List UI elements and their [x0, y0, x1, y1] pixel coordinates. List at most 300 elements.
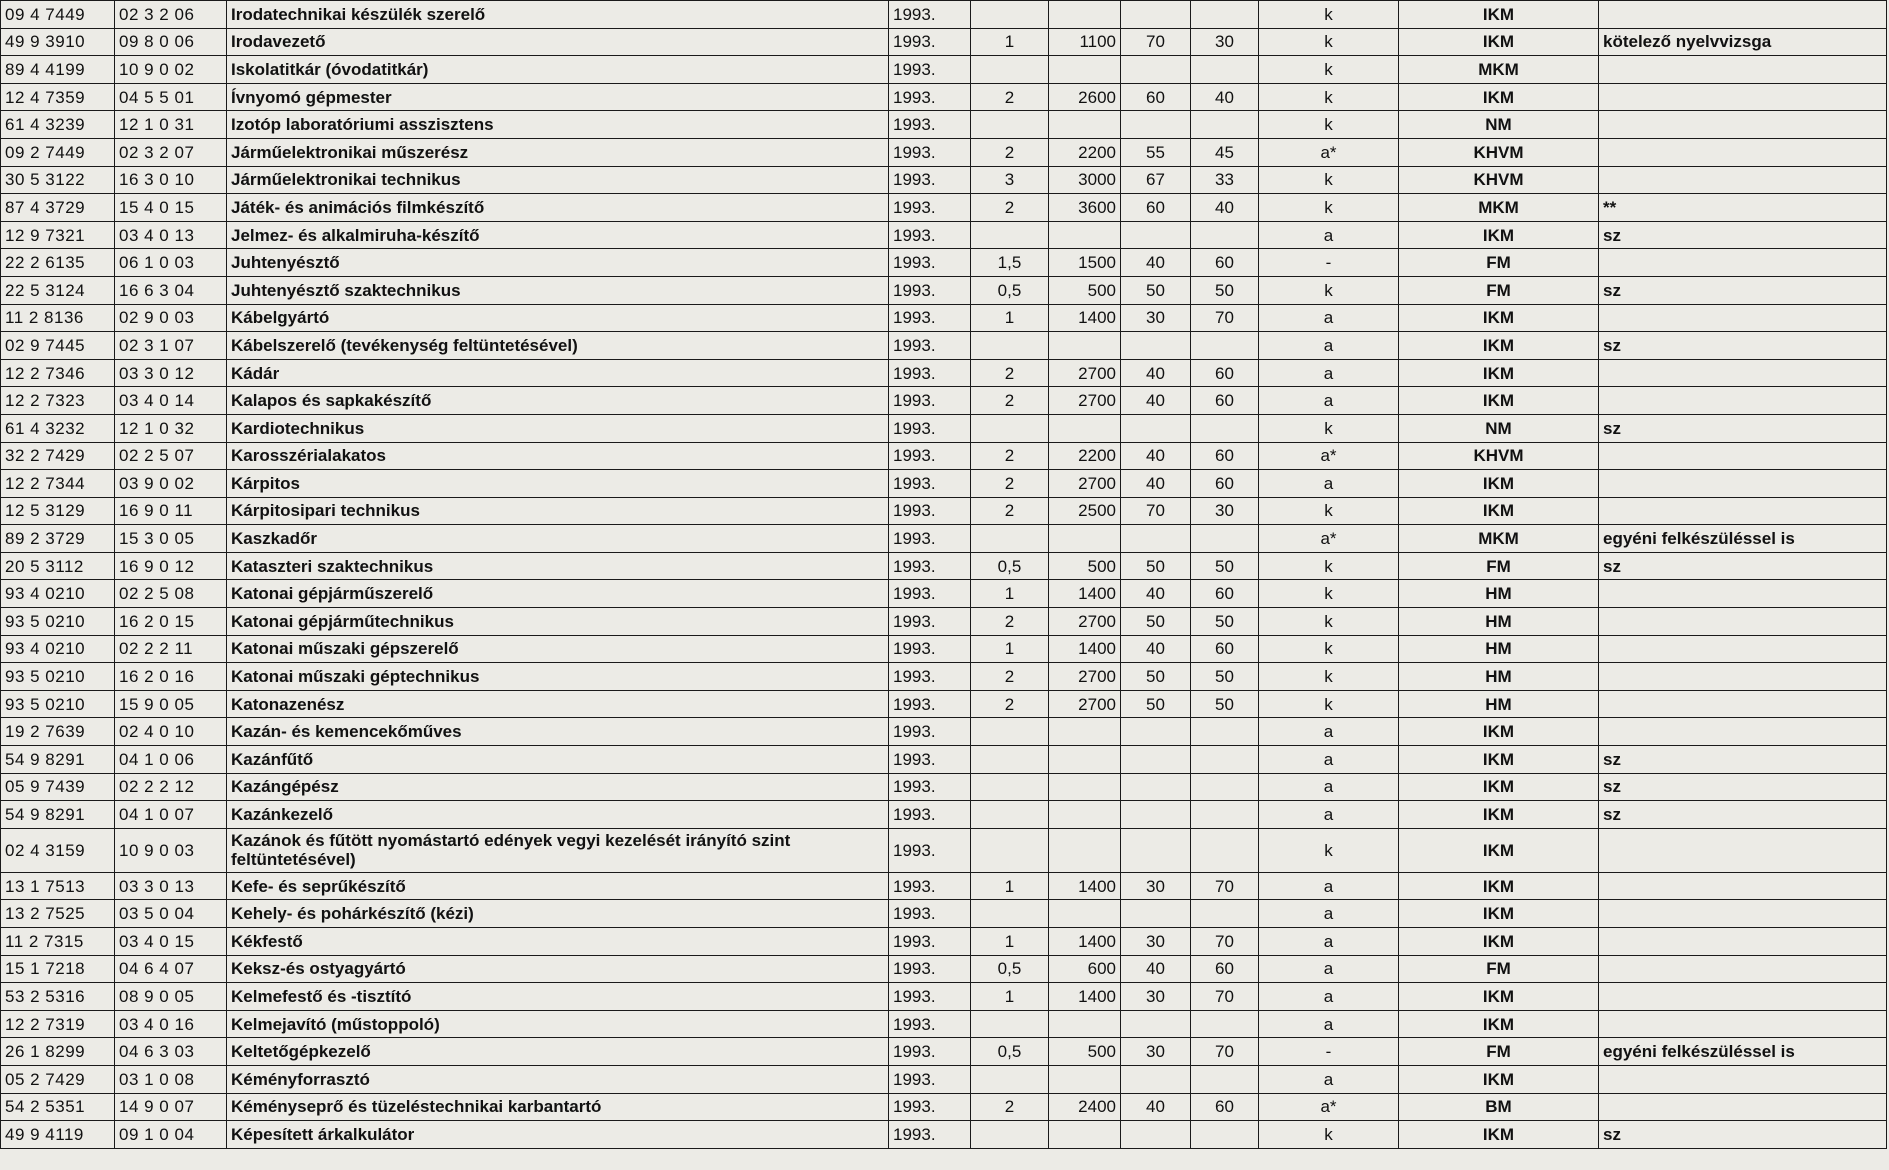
practice-ratio-cell: 60	[1191, 1093, 1259, 1121]
okj-code-cell: 13 1 7513	[1, 872, 115, 900]
practice-ratio-cell: 50	[1191, 690, 1259, 718]
note-cell: **	[1599, 194, 1887, 222]
ministry-cell: IKM	[1399, 773, 1599, 801]
duration-cell: 2	[971, 194, 1049, 222]
table-row	[1, 111, 1887, 139]
exam-type-cell: a	[1259, 221, 1399, 249]
feor-code-cell: 02 2 5 07	[115, 442, 227, 470]
theory-ratio-cell: 30	[1121, 1038, 1191, 1066]
hours-cell: 2500	[1049, 497, 1121, 525]
hours-cell: 2700	[1049, 608, 1121, 636]
practice-ratio-cell	[1191, 1065, 1259, 1093]
feor-code-cell: 16 2 0 15	[115, 608, 227, 636]
exam-type-cell: a	[1259, 955, 1399, 983]
note-cell: sz	[1599, 414, 1887, 442]
feor-code-cell: 02 2 2 11	[115, 635, 227, 663]
ministry-cell: IKM	[1399, 928, 1599, 956]
okj-code-cell: 11 2 7315	[1, 928, 115, 956]
feor-code-cell: 03 5 0 04	[115, 900, 227, 928]
ministry-cell: IKM	[1399, 1121, 1599, 1149]
theory-ratio-cell	[1121, 900, 1191, 928]
hours-cell	[1049, 900, 1121, 928]
hours-cell: 2600	[1049, 83, 1121, 111]
note-cell	[1599, 690, 1887, 718]
exam-type-cell: k	[1259, 111, 1399, 139]
note-cell	[1599, 580, 1887, 608]
duration-cell: 1	[971, 635, 1049, 663]
ministry-cell: HM	[1399, 635, 1599, 663]
theory-ratio-cell: 40	[1121, 442, 1191, 470]
practice-ratio-cell	[1191, 414, 1259, 442]
exam-type-cell: k	[1259, 194, 1399, 222]
qualification-name-cell: Kelmefestő és -tisztító	[227, 983, 889, 1011]
table-row	[1, 828, 1887, 872]
year-cell: 1993.	[889, 525, 971, 553]
theory-ratio-cell	[1121, 525, 1191, 553]
feor-code-cell: 16 9 0 12	[115, 552, 227, 580]
table-row	[1, 552, 1887, 580]
year-cell: 1993.	[889, 928, 971, 956]
okj-code-cell: 22 5 3124	[1, 276, 115, 304]
qualification-name-cell: Kéményforrasztó	[227, 1065, 889, 1093]
duration-cell: 3	[971, 166, 1049, 194]
qualification-name-cell: Keltetőgépkezelő	[227, 1038, 889, 1066]
qualification-name-cell: Katonazenész	[227, 690, 889, 718]
year-cell: 1993.	[889, 414, 971, 442]
duration-cell: 2	[971, 497, 1049, 525]
note-cell	[1599, 249, 1887, 277]
hours-cell	[1049, 1, 1121, 29]
exam-type-cell: a	[1259, 359, 1399, 387]
okj-code-cell: 12 2 7344	[1, 470, 115, 498]
hours-cell: 2400	[1049, 1093, 1121, 1121]
duration-cell: 1	[971, 28, 1049, 56]
hours-cell: 3600	[1049, 194, 1121, 222]
note-cell	[1599, 635, 1887, 663]
qualification-name-cell: Kazánok és fűtött nyomástartó edények vegyi kezelését irányító szint feltüntetésével)	[227, 828, 889, 872]
okj-code-cell: 93 4 0210	[1, 635, 115, 663]
ministry-cell: IKM	[1399, 304, 1599, 332]
practice-ratio-cell	[1191, 56, 1259, 84]
table-row	[1, 276, 1887, 304]
feor-code-cell: 16 9 0 11	[115, 497, 227, 525]
feor-code-cell: 15 3 0 05	[115, 525, 227, 553]
year-cell: 1993.	[889, 1065, 971, 1093]
hours-cell: 3000	[1049, 166, 1121, 194]
okj-code-cell: 61 4 3232	[1, 414, 115, 442]
table-row	[1, 635, 1887, 663]
theory-ratio-cell: 40	[1121, 1093, 1191, 1121]
ministry-cell: KHVM	[1399, 138, 1599, 166]
theory-ratio-cell: 60	[1121, 83, 1191, 111]
hours-cell: 1400	[1049, 304, 1121, 332]
table-row	[1, 690, 1887, 718]
hours-cell	[1049, 525, 1121, 553]
table-row	[1, 580, 1887, 608]
hours-cell	[1049, 111, 1121, 139]
theory-ratio-cell: 40	[1121, 249, 1191, 277]
table-row	[1, 872, 1887, 900]
ministry-cell: FM	[1399, 552, 1599, 580]
hours-cell	[1049, 56, 1121, 84]
duration-cell	[971, 801, 1049, 829]
duration-cell	[971, 525, 1049, 553]
year-cell: 1993.	[889, 801, 971, 829]
theory-ratio-cell	[1121, 773, 1191, 801]
exam-type-cell: k	[1259, 608, 1399, 636]
qualification-name-cell: Kelmejavító (műstoppoló)	[227, 1010, 889, 1038]
hours-cell: 2200	[1049, 138, 1121, 166]
duration-cell	[971, 221, 1049, 249]
year-cell: 1993.	[889, 83, 971, 111]
exam-type-cell: k	[1259, 635, 1399, 663]
practice-ratio-cell: 60	[1191, 470, 1259, 498]
exam-type-cell: a	[1259, 746, 1399, 774]
year-cell: 1993.	[889, 1, 971, 29]
practice-ratio-cell: 40	[1191, 194, 1259, 222]
year-cell: 1993.	[889, 359, 971, 387]
practice-ratio-cell: 70	[1191, 304, 1259, 332]
qualification-name-cell: Kékfestő	[227, 928, 889, 956]
hours-cell: 2700	[1049, 470, 1121, 498]
feor-code-cell: 03 4 0 13	[115, 221, 227, 249]
duration-cell: 1,5	[971, 249, 1049, 277]
exam-type-cell: k	[1259, 276, 1399, 304]
feor-code-cell: 04 1 0 07	[115, 801, 227, 829]
okj-code-cell: 12 5 3129	[1, 497, 115, 525]
ministry-cell: IKM	[1399, 28, 1599, 56]
ministry-cell: HM	[1399, 580, 1599, 608]
feor-code-cell: 08 9 0 05	[115, 983, 227, 1011]
qualification-name-cell: Izotóp laboratóriumi asszisztens	[227, 111, 889, 139]
qualification-name-cell: Kardiotechnikus	[227, 414, 889, 442]
theory-ratio-cell	[1121, 1065, 1191, 1093]
note-cell	[1599, 442, 1887, 470]
hours-cell	[1049, 746, 1121, 774]
okj-code-cell: 12 2 7323	[1, 387, 115, 415]
okj-code-cell: 20 5 3112	[1, 552, 115, 580]
duration-cell: 2	[971, 359, 1049, 387]
theory-ratio-cell: 50	[1121, 690, 1191, 718]
okj-code-cell: 19 2 7639	[1, 718, 115, 746]
qualification-name-cell: Kazánfűtő	[227, 746, 889, 774]
hours-cell	[1049, 801, 1121, 829]
okj-code-cell: 02 9 7445	[1, 332, 115, 360]
year-cell: 1993.	[889, 635, 971, 663]
table-row	[1, 56, 1887, 84]
feor-code-cell: 03 4 0 15	[115, 928, 227, 956]
duration-cell	[971, 718, 1049, 746]
note-cell	[1599, 138, 1887, 166]
note-cell	[1599, 928, 1887, 956]
year-cell: 1993.	[889, 28, 971, 56]
duration-cell	[971, 111, 1049, 139]
theory-ratio-cell: 30	[1121, 872, 1191, 900]
year-cell: 1993.	[889, 332, 971, 360]
note-cell	[1599, 56, 1887, 84]
okj-code-cell: 02 4 3159	[1, 828, 115, 872]
ministry-cell: KHVM	[1399, 166, 1599, 194]
qualification-name-cell: Kárpitos	[227, 470, 889, 498]
okj-code-cell: 11 2 8136	[1, 304, 115, 332]
ministry-cell: IKM	[1399, 801, 1599, 829]
table-row	[1, 983, 1887, 1011]
table-row	[1, 928, 1887, 956]
table-row	[1, 470, 1887, 498]
hours-cell	[1049, 414, 1121, 442]
qualification-name-cell: Kéményseprő és tüzeléstechnikai karbantartó	[227, 1093, 889, 1121]
theory-ratio-cell	[1121, 718, 1191, 746]
qualification-name-cell: Játék- és animációs filmkészítő	[227, 194, 889, 222]
ministry-cell: MKM	[1399, 194, 1599, 222]
okj-code-cell: 30 5 3122	[1, 166, 115, 194]
year-cell: 1993.	[889, 773, 971, 801]
ministry-cell: IKM	[1399, 828, 1599, 872]
feor-code-cell: 16 3 0 10	[115, 166, 227, 194]
ministry-cell: IKM	[1399, 497, 1599, 525]
duration-cell: 1	[971, 872, 1049, 900]
okj-code-cell: 93 5 0210	[1, 663, 115, 691]
practice-ratio-cell	[1191, 828, 1259, 872]
okj-code-cell: 13 2 7525	[1, 900, 115, 928]
note-cell	[1599, 983, 1887, 1011]
okj-code-cell: 05 9 7439	[1, 773, 115, 801]
practice-ratio-cell: 50	[1191, 608, 1259, 636]
table-row	[1, 249, 1887, 277]
exam-type-cell: a	[1259, 983, 1399, 1011]
year-cell: 1993.	[889, 608, 971, 636]
duration-cell	[971, 1065, 1049, 1093]
theory-ratio-cell	[1121, 1121, 1191, 1149]
theory-ratio-cell: 30	[1121, 304, 1191, 332]
table-row	[1, 1010, 1887, 1038]
practice-ratio-cell: 70	[1191, 983, 1259, 1011]
year-cell: 1993.	[889, 1010, 971, 1038]
ministry-cell: MKM	[1399, 56, 1599, 84]
year-cell: 1993.	[889, 955, 971, 983]
feor-code-cell: 16 6 3 04	[115, 276, 227, 304]
exam-type-cell: -	[1259, 249, 1399, 277]
note-cell	[1599, 718, 1887, 746]
qualification-name-cell: Járműelektronikai technikus	[227, 166, 889, 194]
theory-ratio-cell	[1121, 1010, 1191, 1038]
qualification-name-cell: Karosszérialakatos	[227, 442, 889, 470]
exam-type-cell: a	[1259, 332, 1399, 360]
qualification-name-cell: Katonai gépjárműtechnikus	[227, 608, 889, 636]
theory-ratio-cell	[1121, 332, 1191, 360]
feor-code-cell: 04 6 3 03	[115, 1038, 227, 1066]
hours-cell: 2200	[1049, 442, 1121, 470]
note-cell: egyéni felkészüléssel is	[1599, 1038, 1887, 1066]
duration-cell: 0,5	[971, 276, 1049, 304]
feor-code-cell: 03 3 0 12	[115, 359, 227, 387]
year-cell: 1993.	[889, 552, 971, 580]
table-row	[1, 1038, 1887, 1066]
feor-code-cell: 02 3 2 07	[115, 138, 227, 166]
exam-type-cell: a	[1259, 470, 1399, 498]
practice-ratio-cell: 70	[1191, 872, 1259, 900]
note-cell: sz	[1599, 552, 1887, 580]
exam-type-cell: a	[1259, 1010, 1399, 1038]
practice-ratio-cell: 60	[1191, 359, 1259, 387]
feor-code-cell: 15 9 0 05	[115, 690, 227, 718]
qualification-name-cell: Kábelszerelő (tevékenység feltüntetésével)	[227, 332, 889, 360]
table-row	[1, 663, 1887, 691]
duration-cell	[971, 773, 1049, 801]
exam-type-cell: a	[1259, 773, 1399, 801]
note-cell: sz	[1599, 801, 1887, 829]
hours-cell	[1049, 221, 1121, 249]
feor-code-cell: 02 4 0 10	[115, 718, 227, 746]
theory-ratio-cell: 50	[1121, 276, 1191, 304]
okj-code-cell: 61 4 3239	[1, 111, 115, 139]
qualification-name-cell: Jelmez- és alkalmiruha-készítő	[227, 221, 889, 249]
hours-cell: 1400	[1049, 983, 1121, 1011]
note-cell	[1599, 872, 1887, 900]
duration-cell	[971, 414, 1049, 442]
qualification-name-cell: Kalapos és sapkakészítő	[227, 387, 889, 415]
exam-type-cell: k	[1259, 663, 1399, 691]
note-cell: sz	[1599, 1121, 1887, 1149]
qualification-name-cell: Járműelektronikai műszerész	[227, 138, 889, 166]
table-row	[1, 955, 1887, 983]
note-cell	[1599, 359, 1887, 387]
practice-ratio-cell: 50	[1191, 552, 1259, 580]
feor-code-cell: 10 9 0 02	[115, 56, 227, 84]
qualification-name-cell: Kábelgyártó	[227, 304, 889, 332]
okj-code-cell: 15 1 7218	[1, 955, 115, 983]
table-row	[1, 608, 1887, 636]
ministry-cell: IKM	[1399, 332, 1599, 360]
qualification-name-cell: Kaszkadőr	[227, 525, 889, 553]
ministry-cell: IKM	[1399, 470, 1599, 498]
qualification-name-cell: Katonai műszaki géptechnikus	[227, 663, 889, 691]
year-cell: 1993.	[889, 138, 971, 166]
hours-cell: 1400	[1049, 580, 1121, 608]
practice-ratio-cell	[1191, 1010, 1259, 1038]
feor-code-cell: 16 2 0 16	[115, 663, 227, 691]
ministry-cell: IKM	[1399, 1010, 1599, 1038]
feor-code-cell: 09 1 0 04	[115, 1121, 227, 1149]
ministry-cell: KHVM	[1399, 442, 1599, 470]
exam-type-cell: a	[1259, 928, 1399, 956]
qualification-name-cell: Katonai műszaki gépszerelő	[227, 635, 889, 663]
feor-code-cell: 03 4 0 16	[115, 1010, 227, 1038]
hours-cell: 2700	[1049, 663, 1121, 691]
duration-cell	[971, 746, 1049, 774]
ministry-cell: NM	[1399, 111, 1599, 139]
practice-ratio-cell: 60	[1191, 387, 1259, 415]
hours-cell	[1049, 1010, 1121, 1038]
table-row	[1, 497, 1887, 525]
practice-ratio-cell	[1191, 332, 1259, 360]
duration-cell	[971, 1010, 1049, 1038]
okj-code-cell: 53 2 5316	[1, 983, 115, 1011]
feor-code-cell: 12 1 0 31	[115, 111, 227, 139]
theory-ratio-cell	[1121, 414, 1191, 442]
note-cell	[1599, 955, 1887, 983]
practice-ratio-cell	[1191, 221, 1259, 249]
feor-code-cell: 03 1 0 08	[115, 1065, 227, 1093]
table-row	[1, 525, 1887, 553]
duration-cell: 1	[971, 928, 1049, 956]
ministry-cell: FM	[1399, 276, 1599, 304]
note-cell	[1599, 608, 1887, 636]
year-cell: 1993.	[889, 828, 971, 872]
table-row	[1, 332, 1887, 360]
okj-code-cell: 05 2 7429	[1, 1065, 115, 1093]
qualification-name-cell: Irodavezető	[227, 28, 889, 56]
theory-ratio-cell: 55	[1121, 138, 1191, 166]
practice-ratio-cell	[1191, 1121, 1259, 1149]
theory-ratio-cell: 30	[1121, 928, 1191, 956]
theory-ratio-cell: 60	[1121, 194, 1191, 222]
hours-cell: 2700	[1049, 387, 1121, 415]
practice-ratio-cell: 40	[1191, 83, 1259, 111]
qualification-name-cell: Juhtenyésztő szaktechnikus	[227, 276, 889, 304]
qualification-name-cell: Kataszteri szaktechnikus	[227, 552, 889, 580]
note-cell: sz	[1599, 773, 1887, 801]
theory-ratio-cell: 40	[1121, 955, 1191, 983]
qualification-name-cell: Kazángépész	[227, 773, 889, 801]
ministry-cell: IKM	[1399, 221, 1599, 249]
note-cell: egyéni felkészüléssel is	[1599, 525, 1887, 553]
practice-ratio-cell: 30	[1191, 497, 1259, 525]
table-row	[1, 718, 1887, 746]
note-cell	[1599, 828, 1887, 872]
okj-code-cell: 09 4 7449	[1, 1, 115, 29]
practice-ratio-cell: 60	[1191, 249, 1259, 277]
exam-type-cell: a*	[1259, 138, 1399, 166]
theory-ratio-cell: 40	[1121, 635, 1191, 663]
okj-code-cell: 49 9 3910	[1, 28, 115, 56]
feor-code-cell: 02 3 2 06	[115, 1, 227, 29]
okj-code-cell: 89 4 4199	[1, 56, 115, 84]
practice-ratio-cell: 60	[1191, 580, 1259, 608]
theory-ratio-cell: 50	[1121, 663, 1191, 691]
hours-cell: 2700	[1049, 690, 1121, 718]
note-cell	[1599, 304, 1887, 332]
qualification-name-cell: Kárpitosipari technikus	[227, 497, 889, 525]
table-row	[1, 773, 1887, 801]
year-cell: 1993.	[889, 1038, 971, 1066]
qualification-name-cell: Képesített árkalkulátor	[227, 1121, 889, 1149]
year-cell: 1993.	[889, 718, 971, 746]
ministry-cell: HM	[1399, 690, 1599, 718]
ministry-cell: IKM	[1399, 83, 1599, 111]
okj-code-cell: 09 2 7449	[1, 138, 115, 166]
hours-cell: 1100	[1049, 28, 1121, 56]
feor-code-cell: 10 9 0 03	[115, 828, 227, 872]
note-cell	[1599, 497, 1887, 525]
okj-code-cell: 54 2 5351	[1, 1093, 115, 1121]
qualification-name-cell: Kehely- és pohárkészítő (kézi)	[227, 900, 889, 928]
duration-cell: 2	[971, 387, 1049, 415]
note-cell: sz	[1599, 221, 1887, 249]
hours-cell	[1049, 1121, 1121, 1149]
year-cell: 1993.	[889, 56, 971, 84]
duration-cell: 2	[971, 470, 1049, 498]
year-cell: 1993.	[889, 470, 971, 498]
okj-code-cell: 54 9 8291	[1, 801, 115, 829]
feor-code-cell: 02 3 1 07	[115, 332, 227, 360]
duration-cell: 1	[971, 983, 1049, 1011]
theory-ratio-cell: 50	[1121, 552, 1191, 580]
duration-cell	[971, 1121, 1049, 1149]
table-row	[1, 900, 1887, 928]
duration-cell	[971, 1, 1049, 29]
hours-cell	[1049, 773, 1121, 801]
